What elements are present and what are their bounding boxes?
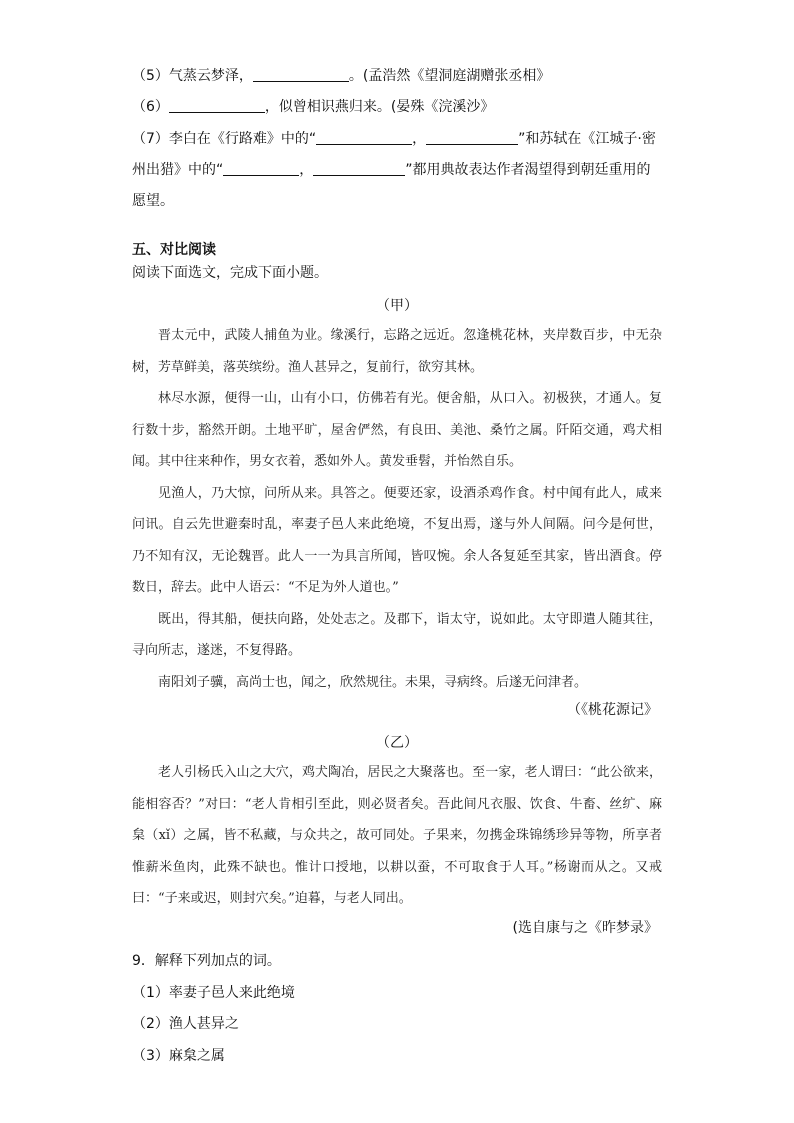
passage-jia <box>132 320 662 698</box>
q7-text: ”和苏轼在《江城子·密 <box>518 131 656 147</box>
q7-text: ”都用典故表达作者渴望得到朝廷重用的 <box>405 162 651 178</box>
q5-suffix: 。(孟浩然《望洞庭湖赠张丞相》 <box>348 68 551 84</box>
answer-blank[interactable] <box>313 161 405 176</box>
passage-yi <box>132 757 662 915</box>
question-7-line-1 <box>132 129 656 149</box>
q7-sep: ， <box>412 131 427 147</box>
passage-paragraph: 林尽水源，便得一山，山有小口，仿佛若有光。便舍船，从口入。初极狭，才通人。复行数十步，豁然开朗。土地平旷，屋舍俨然，有良田、美池、桑竹之属。阡陌交通，鸡犬相闻。其中往来种作，男女衣着，悉如外人。黄发垂髫，并怡然自乐。 <box>132 391 662 469</box>
q7-text: 州出猎》中的“ <box>132 162 224 178</box>
question-9-item: （2）渔人甚异之 <box>132 1016 239 1032</box>
section-instruction: 阅读下面选文，完成下面小题。 <box>132 265 328 281</box>
question-5 <box>132 66 550 86</box>
passage-paragraph: 南阳刘子骥，高尚士也，闻之，欣然规往。未果，寻病终。后遂无问津者。 <box>158 674 588 690</box>
answer-blank[interactable] <box>426 130 518 145</box>
passage-paragraph: 既出，得其船，便扶向路，处处志之。及郡下，诣太守，说如此。太守即遣人随其往，寻向所志，遂迷，不复得路。 <box>132 611 662 658</box>
question-7-line-2 <box>132 160 651 180</box>
q7-text: （7）李白在《行路难》中的“ <box>132 131 317 147</box>
passage-yi-label: （乙） <box>376 735 418 751</box>
answer-blank[interactable] <box>253 67 349 82</box>
section-title: 五、对比阅读 <box>132 242 216 258</box>
q7-text: 愿望。 <box>132 193 174 209</box>
passage-paragraph: 见渔人，乃大惊，问所从来。具答之。便要还家，设酒杀鸡作食。村中闻有此人，咸来问讯。自云先世避秦时乱，率妻子邑人来此绝境，不复出焉，遂与外人间隔。问今是何世，乃不知有汉，无论魏晋。此人一一为具言所闻，皆叹惋。余人各复延至其家，皆出酒食。停数日，辞去。此中人语云：“不足为外人道也。” <box>132 485 662 595</box>
q6-prefix: （6） <box>132 99 169 115</box>
q5-prefix: （5）气蒸云梦泽， <box>132 68 253 84</box>
question-9-item: （3）麻枲之属 <box>132 1048 225 1064</box>
answer-blank[interactable] <box>223 161 299 176</box>
question-9-item: （1）率妻子邑人来此绝境 <box>132 985 295 1001</box>
question-7-line-3 <box>132 191 174 211</box>
passage-paragraph: 老人引杨氏入山之大穴，鸡犬陶冶，居民之大聚落也。至一家，老人谓曰：“此公欲来，能相容否？”对曰：“老人肯相引至此，则必贤者矣。吾此间凡衣服、饮食、牛畜、丝纩、麻枲（xǐ）之属，皆不私藏，与众共之，故可同处。子果来，勿携金珠锦绣珍异等物，所享者惟薪米鱼肉，此殊不缺也。惟计口授地，以耕以蚕，不可取食于人耳。”杨谢而从之。又戒曰：“子来或迟，则封穴矣。”迫暮，与老人同出。 <box>132 765 662 906</box>
answer-blank[interactable] <box>169 98 265 113</box>
question-9-title: 9．解释下列加点的词。 <box>132 953 281 969</box>
passage-jia-source: （《桃花源记》 <box>567 702 658 718</box>
passage-yi-source: (选自康与之《昨梦录》 <box>512 920 658 936</box>
q7-sep: ， <box>299 162 314 178</box>
passage-paragraph: 晋太元中，武陵人捕鱼为业。缘溪行，忘路之远近。忽逢桃花林，夹岸数百步，中无杂树，芳草鲜美，落英缤纷。渔人甚异之，复前行，欲穷其林。 <box>132 328 662 375</box>
passage-jia-label: （甲） <box>376 298 418 314</box>
q6-suffix: ，似曾相识燕归来。(晏殊《浣溪沙》 <box>264 99 495 115</box>
answer-blank[interactable] <box>316 130 412 145</box>
question-6 <box>132 97 494 117</box>
